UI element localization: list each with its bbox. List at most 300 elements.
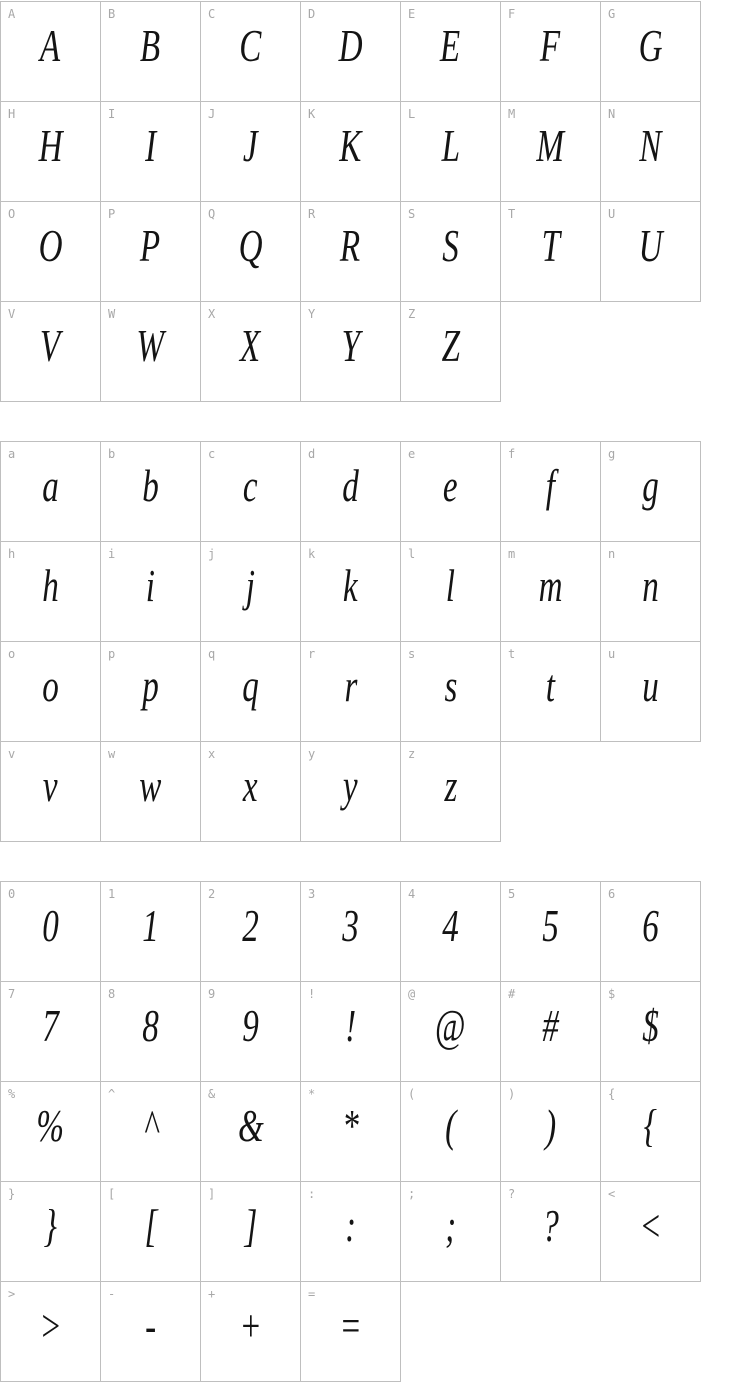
glyph-cell xyxy=(301,2,401,102)
glyph: E xyxy=(440,20,461,71)
glyph: 5 xyxy=(542,900,559,951)
cell-label: & xyxy=(208,1087,216,1101)
cell-label: { xyxy=(608,1087,616,1101)
glyph-cell xyxy=(1,1182,101,1282)
glyph-wrap xyxy=(501,16,600,76)
glyph-cell xyxy=(501,642,601,742)
glyph: S xyxy=(442,220,459,271)
glyph: & xyxy=(237,1100,264,1151)
glyph: { xyxy=(643,1100,658,1151)
glyph-cell xyxy=(501,442,601,542)
cell-label: 0 xyxy=(8,887,16,901)
cell-label: H xyxy=(8,107,16,121)
glyph: : xyxy=(344,1200,357,1251)
cell-label: 6 xyxy=(608,887,616,901)
glyph: v xyxy=(43,760,58,811)
glyph: - xyxy=(144,1300,157,1351)
glyph: [ xyxy=(144,1200,157,1251)
glyph-cell xyxy=(401,202,501,302)
cell-label: 3 xyxy=(308,887,316,901)
cell-label: r xyxy=(308,647,316,661)
glyph: + xyxy=(239,1300,262,1351)
glyph-cell xyxy=(601,202,701,302)
glyph-wrap xyxy=(201,996,300,1056)
glyph-cell xyxy=(201,102,301,202)
glyph-wrap xyxy=(1,1196,100,1256)
glyph: 8 xyxy=(142,1000,159,1051)
glyph-cell xyxy=(1,1282,101,1382)
glyph-cell xyxy=(201,742,301,842)
digits-symbols-table-section xyxy=(0,881,740,1382)
cell-label: u xyxy=(608,647,616,661)
glyph-cell xyxy=(201,1182,301,1282)
glyph-cell xyxy=(201,882,301,982)
glyph-cell xyxy=(201,642,301,742)
glyph-wrap xyxy=(501,1096,600,1156)
cell-label: 1 xyxy=(108,887,116,901)
glyph-wrap xyxy=(601,1096,700,1156)
glyph-cell xyxy=(501,882,601,982)
glyph-wrap xyxy=(201,316,300,376)
cell-label: v xyxy=(8,747,16,761)
glyph: y xyxy=(343,760,358,811)
glyph-wrap xyxy=(401,556,500,616)
glyph: h xyxy=(42,560,59,611)
cell-label: b xyxy=(108,447,116,461)
cell-label: - xyxy=(108,1287,116,1301)
glyph: p xyxy=(142,660,159,711)
glyph-wrap xyxy=(201,1296,300,1356)
glyph-wrap xyxy=(401,656,500,716)
cell-label: Y xyxy=(308,307,316,321)
glyph-wrap xyxy=(501,1196,600,1256)
glyph-cell xyxy=(1,1082,101,1182)
cell-label: 4 xyxy=(408,887,416,901)
glyph-row xyxy=(1,1182,701,1282)
glyph: C xyxy=(239,20,262,71)
cell-label: R xyxy=(308,207,316,221)
glyph: ] xyxy=(244,1200,257,1251)
glyph: K xyxy=(339,120,362,171)
glyph-wrap xyxy=(401,756,500,816)
glyph: V xyxy=(40,320,61,371)
glyph-wrap xyxy=(601,216,700,276)
cell-label: x xyxy=(208,747,216,761)
glyph-cell xyxy=(101,542,201,642)
glyph: b xyxy=(142,460,159,511)
glyph: R xyxy=(340,220,361,271)
glyph-wrap xyxy=(601,996,700,1056)
uppercase-table-section xyxy=(0,1,740,402)
cell-label: ! xyxy=(308,987,316,1001)
cell-label: O xyxy=(8,207,16,221)
cell-label: D xyxy=(308,7,316,21)
glyph-cell xyxy=(101,982,201,1082)
cell-label: V xyxy=(8,307,16,321)
lowercase-table xyxy=(0,441,701,842)
glyph-wrap xyxy=(301,556,400,616)
glyph-cell xyxy=(101,642,201,742)
glyph-wrap xyxy=(301,1196,400,1256)
glyph-cell xyxy=(601,1182,701,1282)
glyph-cell xyxy=(101,2,201,102)
glyph-cell xyxy=(101,882,201,982)
cell-label: ] xyxy=(208,1187,216,1201)
glyph-cell xyxy=(401,642,501,742)
glyph-wrap xyxy=(1,896,100,956)
glyph: D xyxy=(338,20,363,71)
glyph-cell xyxy=(301,1082,401,1182)
glyph-wrap xyxy=(1,996,100,1056)
glyph: ? xyxy=(542,1200,559,1251)
glyph-cell xyxy=(601,982,701,1082)
glyph-wrap xyxy=(1,756,100,816)
glyph: i xyxy=(145,560,156,611)
glyph: J xyxy=(243,120,258,171)
glyph: 3 xyxy=(342,900,359,951)
glyph-wrap xyxy=(101,216,200,276)
glyph-row xyxy=(1,542,701,642)
glyph-wrap xyxy=(201,756,300,816)
glyph-wrap xyxy=(201,896,300,956)
glyph-row xyxy=(1,882,701,982)
glyph: > xyxy=(39,1300,62,1351)
glyph: 7 xyxy=(42,1000,59,1051)
glyph-cell xyxy=(501,2,601,102)
glyph-cell xyxy=(401,2,501,102)
glyph: B xyxy=(140,20,161,71)
glyph-wrap xyxy=(1,116,100,176)
glyph-cell xyxy=(201,202,301,302)
glyph: * xyxy=(342,1100,359,1151)
glyph-cell xyxy=(101,202,201,302)
glyph: L xyxy=(441,120,460,171)
glyph-wrap xyxy=(601,116,700,176)
cell-label: J xyxy=(208,107,216,121)
glyph: W xyxy=(136,320,165,371)
glyph-wrap xyxy=(1,656,100,716)
glyph-wrap xyxy=(601,16,700,76)
glyph-wrap xyxy=(101,556,200,616)
glyph: # xyxy=(542,1000,559,1051)
glyph: 0 xyxy=(42,900,59,951)
glyph-cell xyxy=(1,302,101,402)
glyph-cell xyxy=(1,882,101,982)
glyph-wrap xyxy=(101,316,200,376)
glyph-wrap xyxy=(501,656,600,716)
glyph-cell xyxy=(101,1082,201,1182)
cell-label: h xyxy=(8,547,16,561)
glyph-wrap xyxy=(401,1096,500,1156)
cell-label: l xyxy=(408,547,416,561)
cell-label: P xyxy=(108,207,116,221)
glyph-wrap xyxy=(101,756,200,816)
glyph: r xyxy=(344,660,357,711)
glyph: A xyxy=(40,20,61,71)
glyph-row xyxy=(1,102,701,202)
glyph-cell xyxy=(301,302,401,402)
cell-label: ( xyxy=(408,1087,416,1101)
glyph: Q xyxy=(238,220,263,271)
glyph-cell xyxy=(101,1182,201,1282)
glyph-wrap xyxy=(501,216,600,276)
glyph-wrap xyxy=(201,456,300,516)
glyph-map xyxy=(0,1,740,1382)
glyph: g xyxy=(642,460,659,511)
glyph-cell xyxy=(501,982,601,1082)
glyph: ; xyxy=(444,1200,457,1251)
cell-label: I xyxy=(108,107,116,121)
cell-label: ; xyxy=(408,1187,416,1201)
glyph: m xyxy=(538,560,563,611)
cell-label: = xyxy=(308,1287,316,1301)
cell-label: p xyxy=(108,647,116,661)
glyph: ( xyxy=(444,1100,457,1151)
glyph-wrap xyxy=(101,996,200,1056)
glyph-wrap xyxy=(401,316,500,376)
glyph: k xyxy=(343,560,358,611)
glyph-row xyxy=(1,982,701,1082)
glyph-cell xyxy=(401,982,501,1082)
glyph-wrap xyxy=(1,556,100,616)
glyph-wrap xyxy=(301,756,400,816)
glyph-wrap xyxy=(101,656,200,716)
cell-label: W xyxy=(108,307,116,321)
glyph-wrap xyxy=(1,456,100,516)
cell-label: c xyxy=(208,447,216,461)
cell-label: i xyxy=(108,547,116,561)
cell-label: e xyxy=(408,447,416,461)
glyph-row xyxy=(1,302,701,402)
cell-label: n xyxy=(608,547,616,561)
glyph: ^ xyxy=(143,1100,158,1151)
cell-label: Q xyxy=(208,207,216,221)
cell-label: G xyxy=(608,7,616,21)
glyph: 6 xyxy=(642,900,659,951)
glyph-cell xyxy=(301,882,401,982)
glyph: N xyxy=(639,120,662,171)
glyph-cell xyxy=(301,542,401,642)
cell-label: g xyxy=(608,447,616,461)
glyph-cell xyxy=(401,542,501,642)
cell-label: N xyxy=(608,107,616,121)
glyph-cell xyxy=(601,1082,701,1182)
glyph-cell xyxy=(301,202,401,302)
glyph-wrap xyxy=(301,16,400,76)
glyph-cell xyxy=(1,202,101,302)
glyph-wrap xyxy=(201,16,300,76)
glyph: u xyxy=(642,660,659,711)
glyph: H xyxy=(38,120,63,171)
glyph-cell xyxy=(501,1182,601,1282)
glyph-wrap xyxy=(101,1096,200,1156)
glyph: j xyxy=(245,560,256,611)
glyph-wrap xyxy=(501,556,600,616)
glyph: 2 xyxy=(242,900,259,951)
glyph: w xyxy=(139,760,162,811)
glyph-wrap xyxy=(601,1196,700,1256)
cell-label: w xyxy=(108,747,116,761)
glyph: X xyxy=(240,320,261,371)
glyph-row xyxy=(1,642,701,742)
cell-label: ? xyxy=(508,1187,516,1201)
glyph-cell xyxy=(401,102,501,202)
glyph-cell xyxy=(601,442,701,542)
glyph: P xyxy=(140,220,161,271)
glyph-cell xyxy=(401,742,501,842)
glyph: s xyxy=(444,660,457,711)
cell-label: [ xyxy=(108,1187,116,1201)
cell-label: f xyxy=(508,447,516,461)
glyph: U xyxy=(638,220,663,271)
glyph: } xyxy=(43,1200,58,1251)
glyph-wrap xyxy=(201,216,300,276)
cell-label: K xyxy=(308,107,316,121)
glyph-wrap xyxy=(301,116,400,176)
glyph-cell xyxy=(501,102,601,202)
glyph-wrap xyxy=(401,996,500,1056)
glyph-wrap xyxy=(101,896,200,956)
cell-label: ) xyxy=(508,1087,516,1101)
cell-label: F xyxy=(508,7,516,21)
glyph: ! xyxy=(344,1000,357,1051)
glyph-wrap xyxy=(1,16,100,76)
glyph-wrap xyxy=(101,116,200,176)
cell-label: a xyxy=(8,447,16,461)
glyph-cell xyxy=(401,1182,501,1282)
glyph: I xyxy=(144,120,157,171)
cell-label: j xyxy=(208,547,216,561)
glyph: Y xyxy=(341,320,360,371)
glyph-wrap xyxy=(301,1296,400,1356)
glyph-wrap xyxy=(501,896,600,956)
glyph: o xyxy=(42,660,59,711)
glyph: l xyxy=(445,560,456,611)
cell-label: $ xyxy=(608,987,616,1001)
glyph-cell xyxy=(1,102,101,202)
glyph: q xyxy=(242,660,259,711)
glyph-wrap xyxy=(601,556,700,616)
glyph: ) xyxy=(544,1100,557,1151)
glyph: O xyxy=(38,220,63,271)
cell-label: q xyxy=(208,647,216,661)
cell-label: : xyxy=(308,1187,316,1201)
glyph-wrap xyxy=(301,1096,400,1156)
glyph: t xyxy=(545,660,556,711)
glyph-cell xyxy=(101,742,201,842)
glyph-cell xyxy=(101,1282,201,1382)
glyph-row xyxy=(1,1082,701,1182)
glyph: c xyxy=(243,460,258,511)
glyph: @ xyxy=(435,1000,466,1051)
cell-label: T xyxy=(508,207,516,221)
cell-label: z xyxy=(408,747,416,761)
glyph: z xyxy=(444,760,457,811)
glyph: x xyxy=(243,760,258,811)
cell-label: k xyxy=(308,547,316,561)
glyph-wrap xyxy=(401,1196,500,1256)
lowercase-table-section xyxy=(0,441,740,842)
glyph-cell xyxy=(601,882,701,982)
glyph-wrap xyxy=(501,116,600,176)
glyph-cell xyxy=(1,642,101,742)
glyph-cell xyxy=(401,1082,501,1182)
cell-label: A xyxy=(8,7,16,21)
glyph-cell xyxy=(1,2,101,102)
glyph-cell xyxy=(201,2,301,102)
glyph: F xyxy=(540,20,561,71)
glyph-cell xyxy=(201,982,301,1082)
glyph-cell xyxy=(301,742,401,842)
glyph: M xyxy=(536,120,565,171)
glyph-cell xyxy=(601,2,701,102)
glyph-cell xyxy=(401,442,501,542)
cell-label: 8 xyxy=(108,987,116,1001)
glyph-wrap xyxy=(1,316,100,376)
glyph-wrap xyxy=(101,456,200,516)
cell-label: s xyxy=(408,647,416,661)
glyph-cell xyxy=(301,1182,401,1282)
glyph-wrap xyxy=(101,1296,200,1356)
glyph-cell xyxy=(501,1082,601,1182)
glyph-wrap xyxy=(1,1096,100,1156)
glyph-cell xyxy=(101,102,201,202)
glyph-wrap xyxy=(401,216,500,276)
cell-label: Z xyxy=(408,307,416,321)
cell-label: ^ xyxy=(108,1087,116,1101)
glyph-cell xyxy=(401,882,501,982)
glyph-wrap xyxy=(301,216,400,276)
glyph-wrap xyxy=(301,996,400,1056)
cell-label: B xyxy=(108,7,116,21)
glyph: 1 xyxy=(142,900,159,951)
glyph-cell xyxy=(1,742,101,842)
cell-label: 2 xyxy=(208,887,216,901)
glyph-cell xyxy=(1,442,101,542)
glyph-row xyxy=(1,2,701,102)
cell-label: m xyxy=(508,547,516,561)
glyph-wrap xyxy=(101,16,200,76)
glyph-wrap xyxy=(301,896,400,956)
uppercase-table xyxy=(0,1,701,402)
glyph-wrap xyxy=(601,896,700,956)
cell-label: } xyxy=(8,1187,16,1201)
glyph-cell xyxy=(201,1082,301,1182)
glyph: a xyxy=(42,460,59,511)
glyph-wrap xyxy=(201,656,300,716)
glyph-row xyxy=(1,742,701,842)
glyph-wrap xyxy=(401,16,500,76)
cell-label: L xyxy=(408,107,416,121)
glyph-cell xyxy=(1,542,101,642)
glyph-cell xyxy=(301,642,401,742)
glyph-cell xyxy=(201,542,301,642)
glyph-wrap xyxy=(1,216,100,276)
glyph-cell xyxy=(601,102,701,202)
digits-symbols-table xyxy=(0,881,701,1382)
glyph: G xyxy=(638,20,663,71)
cell-label: U xyxy=(608,207,616,221)
glyph-cell xyxy=(201,302,301,402)
glyph-cell xyxy=(101,442,201,542)
glyph: d xyxy=(342,460,359,511)
cell-label: M xyxy=(508,107,516,121)
cell-label: t xyxy=(508,647,516,661)
glyph: $ xyxy=(642,1000,659,1051)
cell-label: S xyxy=(408,207,416,221)
cell-label: y xyxy=(308,747,316,761)
glyph-wrap xyxy=(401,116,500,176)
